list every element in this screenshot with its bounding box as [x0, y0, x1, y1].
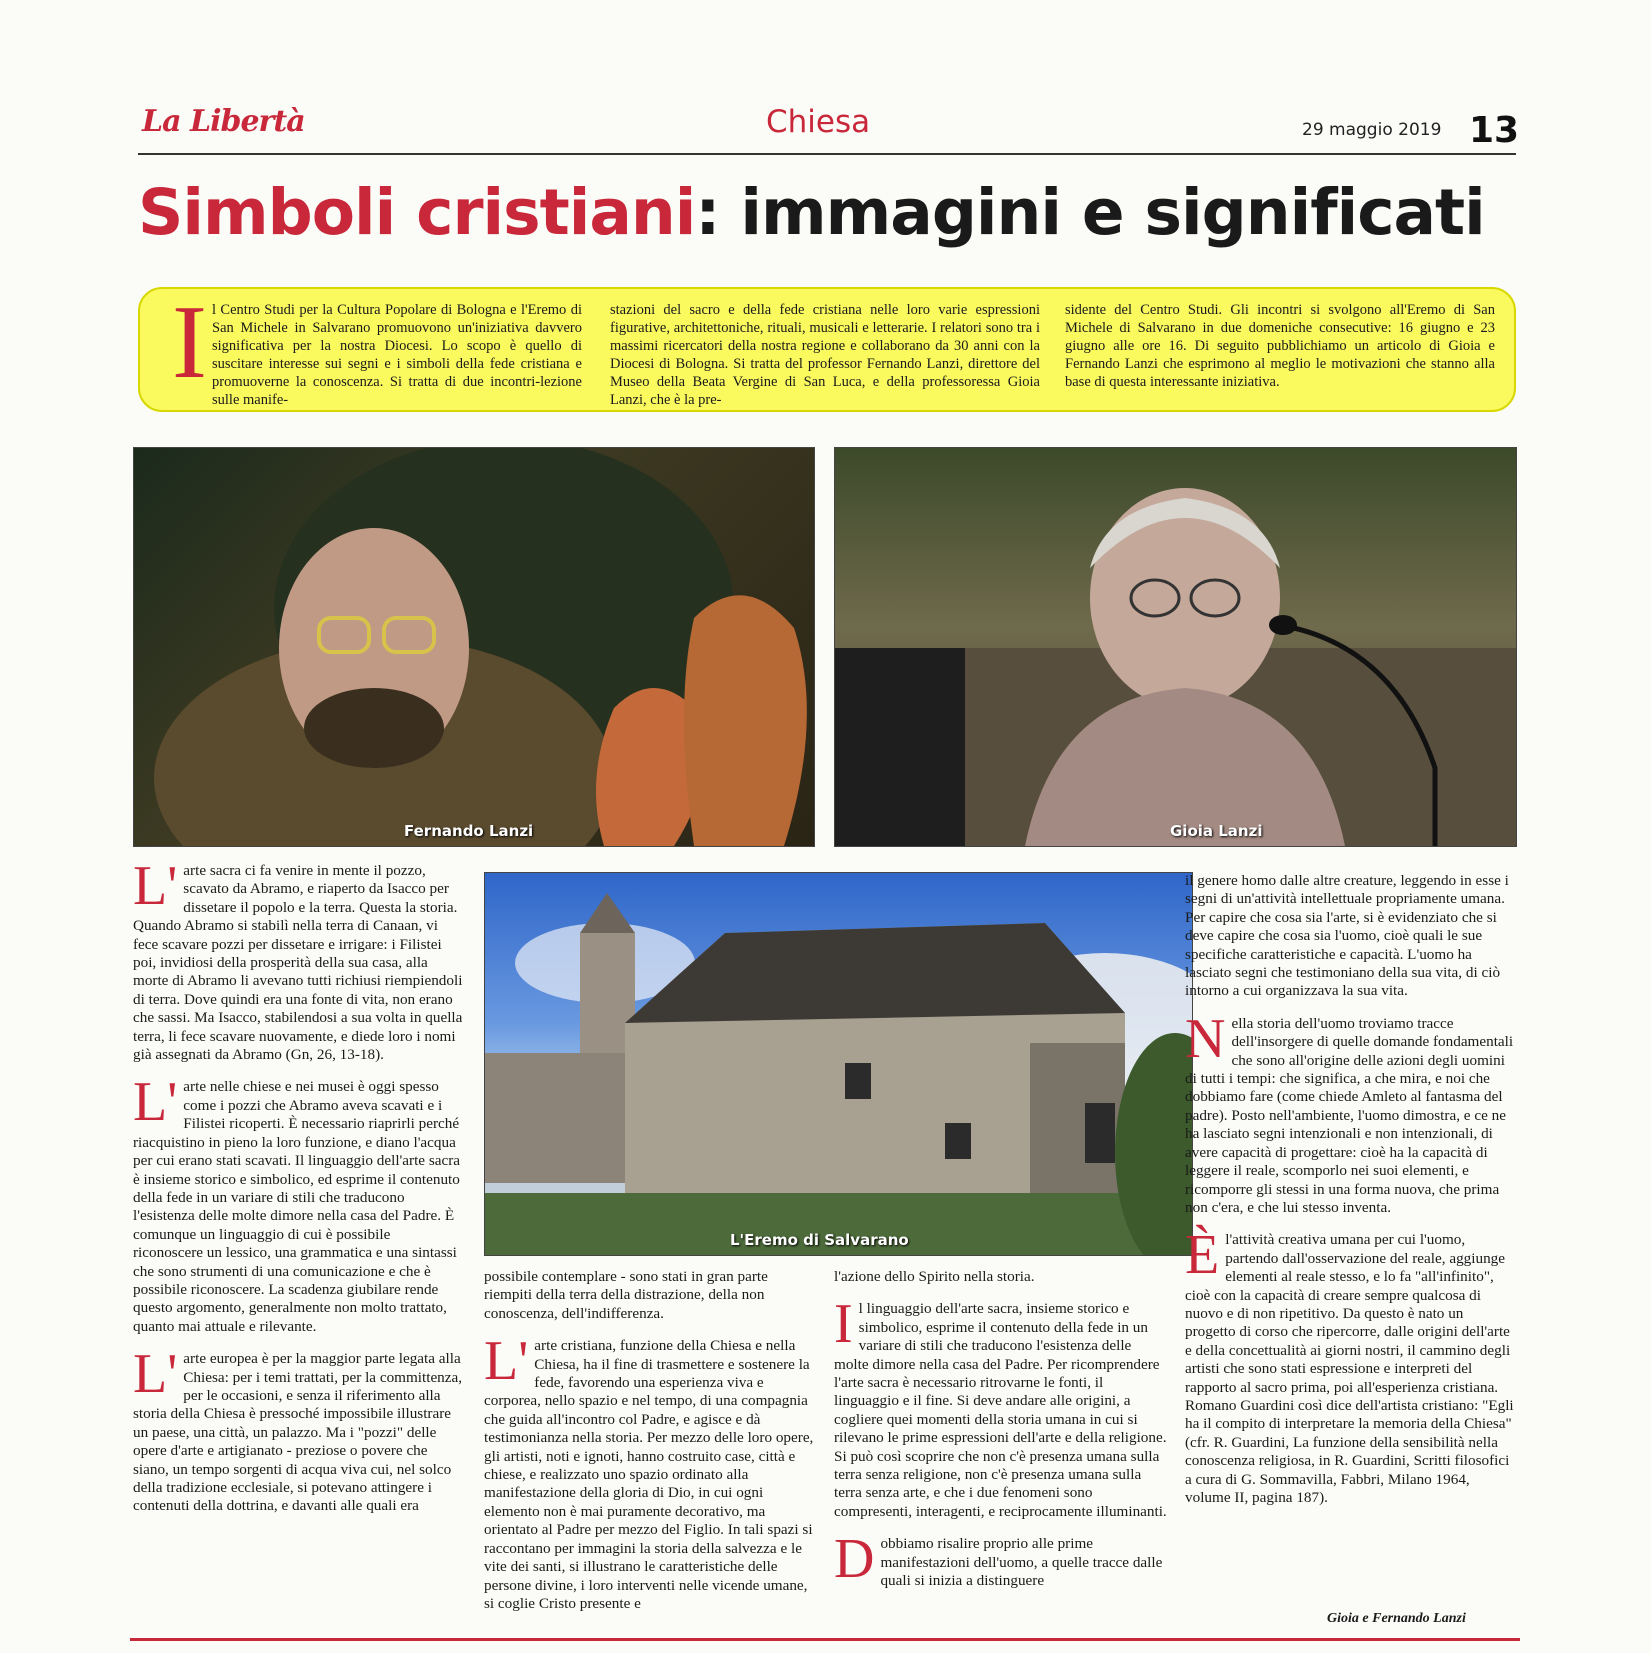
col1-para3-text: arte europea è per la maggior parte legata alla Chiesa: per i temi trattati, per la committenza, per le occasioni, e senza il riferimento alla storia della Chiesa è pressoché impossibile illustrare un paese, una città, un palazzo. Ma i "pozzi" delle opere d'arte e artigianato - preziose o povere che siano, un tempo sorgenti di acqua viva cui, nel solco della tradizione ecclesiale, si potevano attingere i contenuti della dottrina, e davanti alle quali era [133, 1350, 463, 1515]
col3-dropcap1: I [834, 1293, 853, 1356]
col1-dropcap1: L' [133, 855, 178, 917]
header-rule [138, 153, 1516, 155]
col3-dropcap2: D [834, 1528, 875, 1591]
intro-col2: stazioni del sacro e della fede cristiana nelle loro varie espressioni figurative, architettoniche, rituali, musicali e letterarie. I relatori sono tra i massimi ricercatori della nostra regione e collaborano da 30 anni con la Diocesi di Bologna. Si tratta del professor Fernando Lanzi, direttore del Museo della Beata Vergine di San Luca, e della professoressa Gioia Lanzi, che è la pre- [610, 302, 1040, 408]
col1-para2-text: arte nelle chiese e nei musei è oggi spesso come i pozzi che Abramo aveva scavati e i Filistei ricoperti. È necessario riaprirli perché riacquistino in pieno la loro funzione, e diano l'acqua per cui erano stati scavati. Il linguaggio dell'arte sacra è insieme storico e simbolico, ed esprime il contenuto della fede in un variare di stili che traducono l'esistenza delle molte dimore nella casa del Padre. È comunque un linguaggio di cui è possibile riconoscere un lessico, una grammatica e una sintassi che sono strumenti di una comunicazione e che è possibile riconoscere. La scadenza giubilare rende questo argomento, generalmente non molto trattato, quanto mai attuale e rilevante. [133, 1078, 461, 1335]
col3-para2-text: l linguaggio dell'arte sacra, insieme storico e simbolico, esprime il contenuto della fede in un variare di stili che traducono l'esistenza delle molte dimore nella casa del Padre. Per ricomprendere l'arte sacra è necessario ritrovarne le fonti, il linguaggio e il fine. Si deve andare alle origini, a cogliere quei momenti della storia umana in cui si rilevano le prime espressioni dell'arte e della religione. Si può così scoprire che non c'è presenza umana sulla terra senza religione, non c'è presenza umana sulla terra senza arte, e che i due fenomeni sono compresenti, interagenti, e reciprocamente illuminanti. [834, 1300, 1167, 1520]
col1-para3 [133, 1343, 463, 1516]
col3-para3 [834, 1528, 1169, 1591]
photo-gioia-image [835, 448, 1516, 846]
intro-box [138, 283, 1516, 412]
col3-para1: l'azione dello Spirito nella storia. [834, 1268, 1035, 1285]
intro-col3: sidente del Centro Studi. Gli incontri si svolgono all'Eremo di San Michele di Salvarano in due domeniche consecutive: 16 giugno e 23 giugno alle ore 16. Di seguito pubblichiamo un articolo di Gioia e Fernando Lanzi che esprimono al meglio le motivazioni che stanno alla base di questa interessante iniziativa. [1065, 302, 1495, 390]
col3-para3-text: obbiamo risalire proprio alle prime manifestazioni dell'uomo, a quelle tracce dalle quali si inizia a distinguere [880, 1535, 1163, 1590]
col4-para2-text: ella storia dell'uomo troviamo tracce dell'insorgere di quelle domande fondamentali che sono all'origine delle azioni degli uomini di tutti i tempi: che significa, a che mira, e noi che dobbiamo fare (come chiede Amleto al fantasma del padre). Posto nell'ambiente, l'uomo dimostra, e ce ne ha lasciato segni intenzionali e non intenzionali, di avere capacità di progettare: cioè ha la capacità di leggere il reale, scomporlo nei suoi elementi, e ricomporre gli stessi in una forma nuova, che prima non c'era, e che lui stesso inventa. [1185, 1014, 1514, 1216]
col1-dropcap3: L' [133, 1343, 178, 1406]
col2-para1: possibile contemplare - sono stati in gran parte riempiti della terra della distrazione, della non conoscenza, dell'indifferenza. [484, 1268, 768, 1322]
headline-part2: : immagini e significati [695, 176, 1485, 249]
caption-gioia: Gioia Lanzi [1170, 822, 1263, 840]
section-title: Chiesa [766, 104, 871, 140]
col4-dropcap1: N [1185, 1007, 1226, 1070]
caption-eremo: L'Eremo di Salvarano [730, 1231, 909, 1249]
col2-para2-text: arte cristiana, funzione della Chiesa e nella Chiesa, ha il fine di trasmettere e sostenere la fede, favorendo una esperienza viva e corporea, nello spazio e nel tempo, di una compagnia che guida all'incontro col Padre, e agisce e dà testimonianza nella storia. Per mezzo delle loro opere, gli artisti, noti e ignoti, hanno costruito case, città e chiese, e realizzato uno spazio ordinato alla manifestazione della gloria di Dio, in cui ogni elemento non è mai puramente decorativo, ma orientato al Padre per mezzo del Figlio. In tali spazi si raccontano per immagini la storia della salvezza e le vite dei santi, si illustrano le caratteristiche delle persone divine, i loro interventi nelle vicende umane, si coglie Cristo presente e [484, 1337, 814, 1612]
intro-dropcap: I [172, 283, 207, 400]
col1-para1-text: arte sacra ci fa venire in mente il pozzo, scavato da Abramo, e riaperto da Isacco per dissetare il popolo e la terra. Questa la storia. Quando Abramo si stabilì nella terra di Canaan, vi fece scavare pozzi per dissetare e irrigare: i Filistei poi, invidiosi della prosperità della sua casa, alla morte di Abramo li avevano tutti richiusi riempiendoli di terra. Dove quindi era una fonte di vita, non erano che sassi. Ma Isacco, stabilendosi a sua volta in quella terra, li fece scavare nuovamente, e diede loro i nomi già assegnati da Abramo (Gn, 26, 13-18). [133, 862, 463, 1064]
photo-fernando-lanzi [133, 447, 815, 847]
col4-para2 [1185, 1007, 1515, 1217]
newspaper-logo: La Libertà [142, 104, 305, 139]
article-col2 [484, 1268, 819, 1627]
photo-eremo-salvarano [484, 872, 1193, 1256]
photo-eremo-image [485, 873, 1192, 1255]
intro-col1: l Centro Studi per la Cultura Popolare di Bologna e l'Eremo di San Michele in Salvarano promuovono un'iniziativa davvero significativa per la nostra Diocesi. Lo scopo è quello di suscitare interesse sui segni e i simboli della fede cristiana e promuoverne la conoscenza. Si tratta di due incontri-lezione sulle manife- [212, 302, 582, 408]
footer-rule [130, 1638, 1520, 1641]
col4-dropcap2: È [1185, 1224, 1220, 1287]
col1-para2 [133, 1071, 463, 1336]
headline-part1: Simboli cristiani [138, 176, 696, 249]
page-number: 13 [1469, 110, 1520, 151]
col1-para1 [133, 855, 463, 1064]
col4-para1: il genere homo dalle altre creature, leggendo in esse i segni di un'attività intellettuale propriamente umana. Per capire che cosa sia l'arte, si è evidenziato che si deve capire che cosa sia l'uomo, cioè quali le sue specifiche caratteristiche e capacità. L'uomo ha lasciato segni che testimoniano della sua vita, di ciò intorno a cui organizzava la sua vita. [1185, 872, 1509, 1000]
issue-date: 29 maggio 2019 [1302, 120, 1442, 140]
col2-para2 [484, 1330, 819, 1613]
photo-gioia-lanzi [834, 447, 1517, 847]
article-col4 [1185, 872, 1515, 1521]
col2-dropcap: L' [484, 1330, 529, 1393]
col4-para3-text: l'attività creativa umana per cui l'uomo, partendo dall'osservazione del reale, aggiunge elementi al reale stesso, e lo fa "all'infinito", cioè con la capacità di creare sempre qualcosa di nuovo e di non ripetitivo. Da questo è nato un progetto di corso che ripercorre, dalle origini dell'arte e della concettualità ai giorni nostri, il cammino degli artisti che sono stati espressione e interpreti del rapporto al sacro prima, poi all'esperienza cristiana. Romano Guardini così dice dell'artista cristiano: "Egli ha il compito di interpretare la memoria della Chiesa" (cfr. R. Guardini, La funzione della sensibilità nella conoscenza religiosa, in R. Guardini, Scritti filosofici a cura di G. Sommavilla, Fabbri, Milano 1964, volume II, pagina 187). [1185, 1231, 1514, 1506]
article-col1 [133, 855, 463, 1530]
col1-dropcap2: L' [133, 1071, 178, 1134]
photo-fernando-image [134, 448, 814, 846]
caption-fernando: Fernando Lanzi [404, 822, 534, 840]
headline [138, 178, 1485, 248]
col3-para2 [834, 1293, 1169, 1521]
col4-para3 [1185, 1224, 1515, 1507]
article-col3 [834, 1268, 1169, 1605]
article-signature: Gioia e Fernando Lanzi [1327, 1611, 1466, 1626]
